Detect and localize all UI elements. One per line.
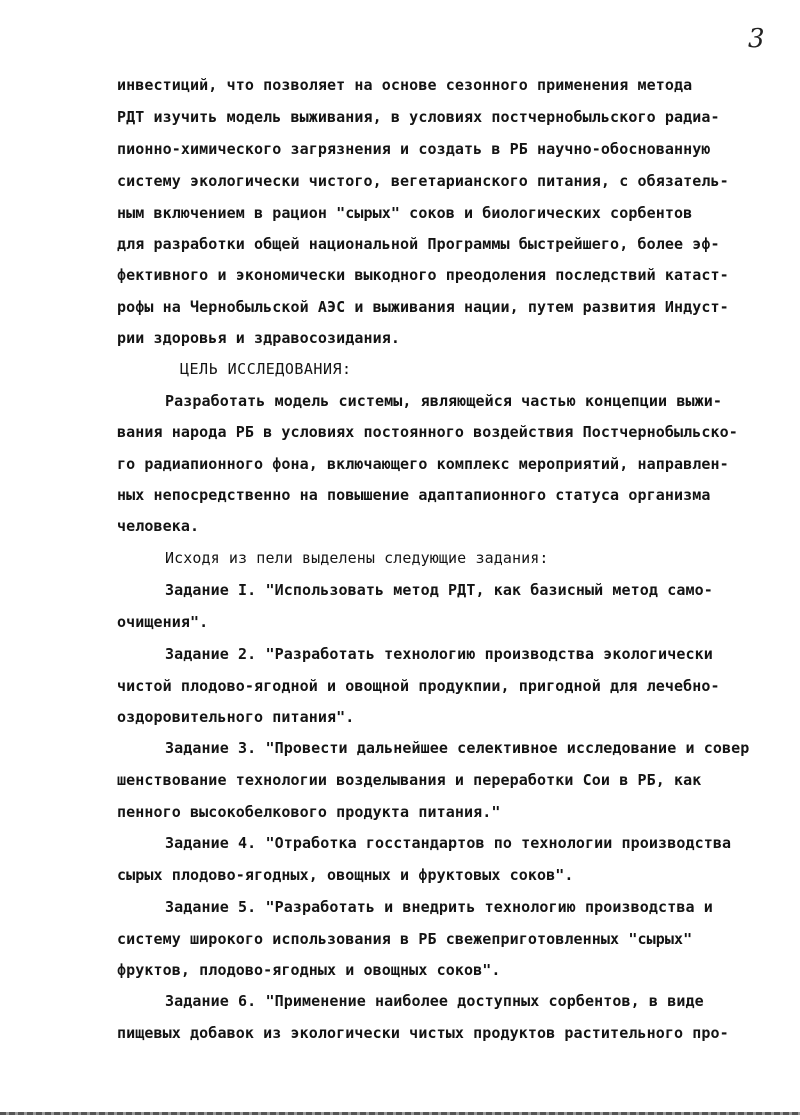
text-line: фективного и экономически выкодного преодоления последствий катаст- [117,266,729,284]
text-line: Задание 2. "Разработать технологию производства экологически [165,645,713,663]
text-line: ным включением в рацион "сырых" соков и биологических сорбентов [117,204,693,222]
text-line: фруктов, плодово-ягодных и овощных соков". [117,961,501,979]
section-heading: ЦЕЛЬ ИССЛЕДОВАНИЯ: [180,360,352,378]
text-line: чистой плодово-ягодной и овощной продукпии, пригодной для лечебно- [117,677,720,695]
page-number: 3 [748,24,765,54]
text-line: Задание 6. "Применение наиболее доступных сорбентов, в виде [165,992,704,1010]
text-line: Исходя из пели выделены следующие задания: [165,549,549,567]
text-line: шенствование технологии возделывания и переработки Сои в РБ, как [117,771,702,789]
text-line: пионно-химического загрязнения и создать в РБ научно-обоснованную [117,140,711,158]
text-line: Разработать модель системы, являющейся частью концепции выжи- [165,392,722,410]
text-line: Задание I. "Использовать метод РДТ, как базисный метод само- [165,581,713,599]
text-line: Задание 3. "Провести дальнейшее селективное исследование и совер [165,739,750,757]
text-line: очищения". [117,613,209,631]
text-line: рии здоровья и здравосозидания. [117,329,401,347]
text-line: Задание 5. "Разработать и внедрить технологию производства и [165,898,713,916]
text-line: систему экологически чистого, вегетарианского питания, с обязатель- [117,172,729,190]
text-line: пищевых добавок из экологически чистых продуктов растительного про- [117,1024,729,1042]
text-line: РДТ изучить модель выживания, в условиях постчернобыльского радиа- [117,108,720,126]
text-line: человека. [117,517,200,535]
scan-edge-divider [0,1112,800,1115]
text-line: Задание 4. "Отработка госстандартов по технологии производства [165,834,732,852]
text-line: пенного высокобелкового продукта питания." [117,803,501,821]
text-line: рофы на Чернобыльской АЭС и выживания нации, путем развития Индуст- [117,298,729,316]
text-line: инвестиций, что позволяет на основе сезонного применения метода [117,76,693,94]
text-line: го радиапионного фона, включающего комплекс мероприятий, направлен- [117,455,729,473]
text-line: для разработки общей национальной Программы быстрейшего, более эф- [117,235,720,253]
text-line: сырых плодово-ягодных, овощных и фруктовых соков". [117,866,574,884]
text-line: ных непосредственно на повышение адаптапионного статуса организма [117,486,711,504]
text-line: систему широкого использования в РБ свежеприготовленных "сырых" [117,930,693,948]
text-line: оздоровительного питания". [117,708,355,726]
text-line: вания народа РБ в условиях постоянного воздействия Постчернобыльско- [117,423,738,441]
